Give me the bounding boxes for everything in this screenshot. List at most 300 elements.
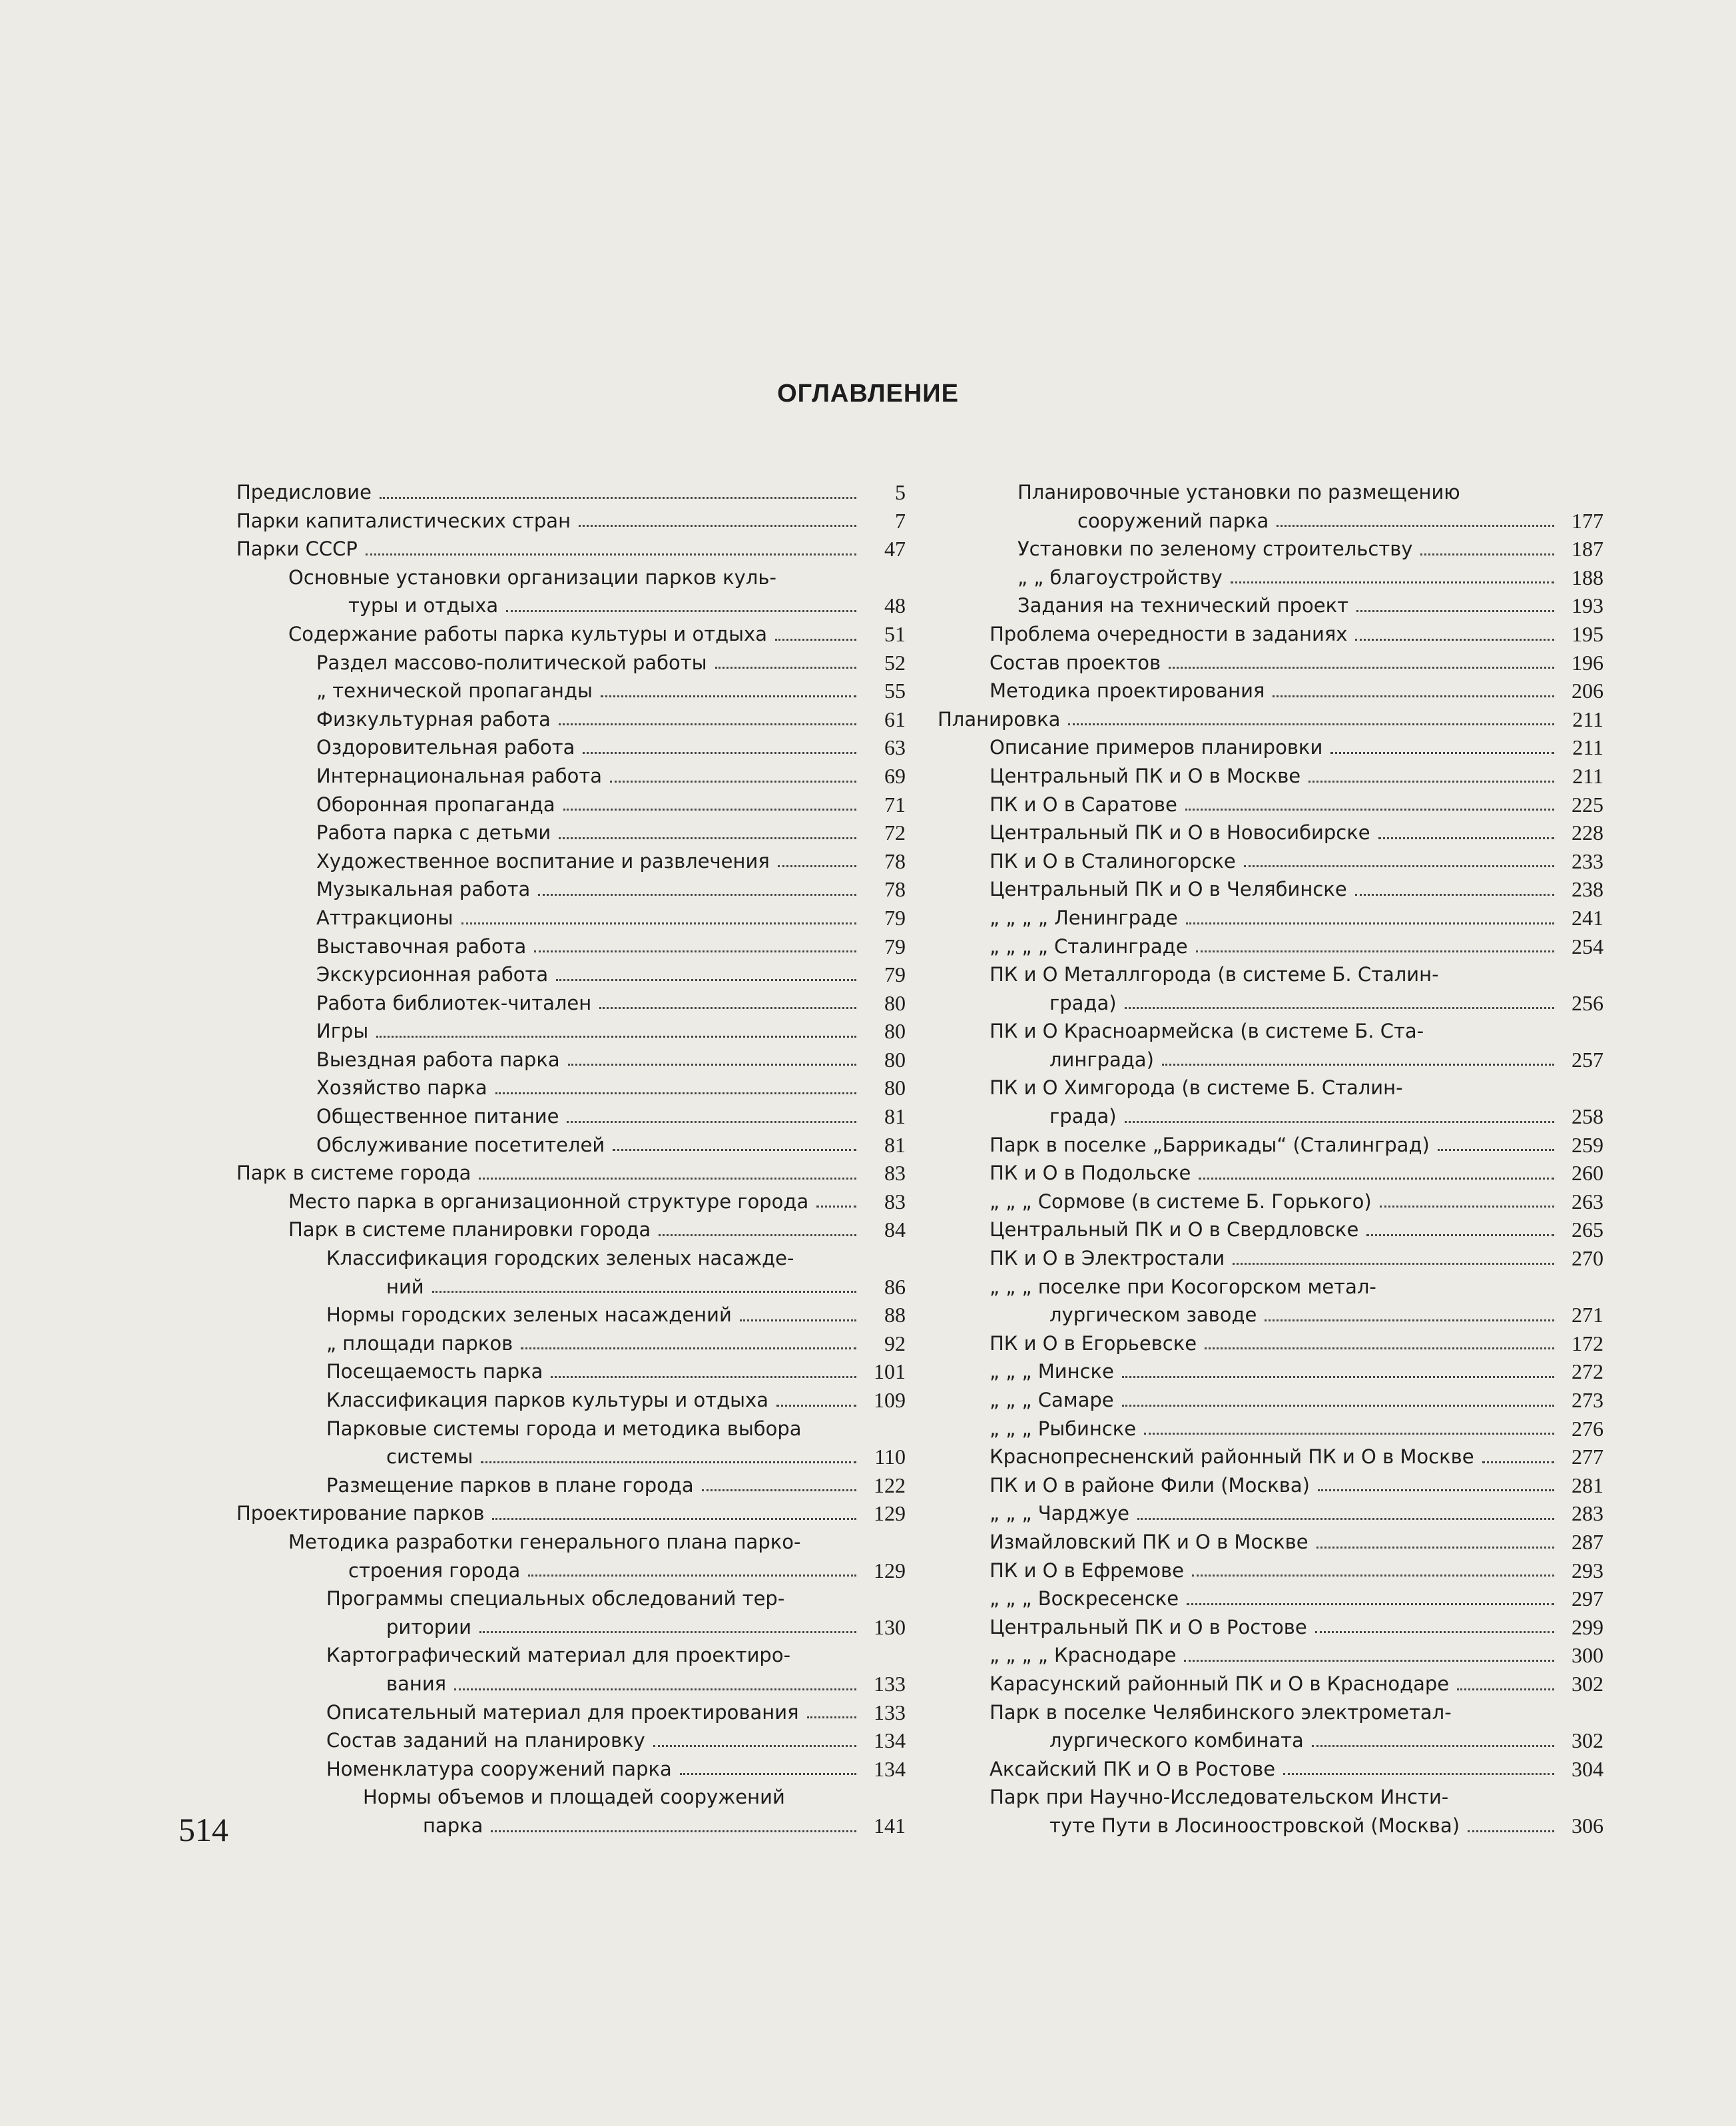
toc-entry[interactable]: [938, 1557, 1603, 1585]
dot-leader: [1169, 667, 1554, 669]
toc-entry-title: Классификация парков культуры и отдыха: [326, 1389, 768, 1411]
toc-entry-title: Карасунский районный ПК и О в Краснодаре: [990, 1672, 1450, 1695]
dot-leader: [1199, 1178, 1554, 1180]
toc-entry-page: 211: [1572, 763, 1603, 788]
dot-leader: [613, 1149, 856, 1151]
toc-entry[interactable]: [938, 1499, 1603, 1528]
dot-leader: [1192, 1575, 1554, 1577]
toc-entry[interactable]: [236, 960, 906, 989]
toc-entry[interactable]: [236, 1471, 906, 1500]
toc-entry[interactable]: [938, 1386, 1603, 1415]
toc-entry[interactable]: [236, 1159, 906, 1188]
dot-leader: [610, 781, 856, 783]
toc-entry[interactable]: [938, 1443, 1603, 1471]
toc-entry-page: 134: [874, 1756, 906, 1781]
toc-entry-title: града): [1049, 1105, 1117, 1128]
dot-leader: [1380, 1206, 1554, 1208]
toc-entry[interactable]: [236, 1046, 906, 1074]
toc-entry-page: 281: [1572, 1473, 1603, 1497]
toc-entry-title: Проблема очередности в заданиях: [990, 622, 1348, 645]
toc-entry[interactable]: [938, 1357, 1603, 1386]
toc-entry[interactable]: [938, 1698, 1603, 1755]
toc-entry-page: 272: [1572, 1359, 1603, 1384]
toc-entry-page: 80: [884, 1047, 906, 1072]
toc-entry-page: 84: [884, 1218, 906, 1242]
toc-entry-page: 81: [884, 1104, 906, 1129]
toc-entry-page: 196: [1572, 650, 1603, 675]
dot-leader: [1315, 1631, 1554, 1633]
toc-entry-page: 101: [874, 1359, 906, 1384]
toc-entry-page: 188: [1572, 565, 1603, 589]
dot-leader: [1162, 1064, 1554, 1066]
toc-entry[interactable]: [938, 791, 1603, 819]
toc-entry-title: Оборонная пропаганда: [316, 793, 555, 816]
toc-entry[interactable]: [236, 904, 906, 932]
toc-entry-title: Описание примеров планировки: [990, 736, 1323, 759]
toc-entry-page: 187: [1572, 537, 1603, 561]
toc-entry-title: лургического комбината: [1049, 1729, 1304, 1752]
toc-entry-lead: Картографический материал для проектиро-: [326, 1644, 791, 1667]
toc-entry-page: 110: [874, 1445, 906, 1469]
dot-leader: [1233, 1263, 1554, 1265]
toc-entry[interactable]: [236, 847, 906, 876]
dot-leader: [1366, 1234, 1554, 1236]
toc-entry-page: 276: [1572, 1416, 1603, 1441]
dot-leader: [563, 809, 856, 811]
toc-entry-page: 79: [884, 905, 906, 930]
toc-entry-title: Музыкальная работа: [316, 878, 531, 901]
dot-leader: [740, 1319, 856, 1321]
toc-entry[interactable]: [236, 875, 906, 904]
toc-entry-title: Общественное питание: [316, 1105, 559, 1128]
toc-entry-title: Измайловский ПК и О в Москве: [990, 1530, 1308, 1553]
dot-leader: [1378, 837, 1554, 839]
toc-entry[interactable]: [236, 705, 906, 734]
toc-entry-page: 129: [874, 1558, 906, 1583]
toc-entry-page: 273: [1572, 1388, 1603, 1412]
toc-entry[interactable]: [938, 1216, 1603, 1244]
toc-entry-page: 241: [1572, 905, 1603, 930]
toc-entry[interactable]: [236, 1329, 906, 1358]
dot-leader: [583, 752, 856, 754]
toc-entry-title: ПК и О в Электростали: [990, 1247, 1225, 1270]
dot-leader: [776, 1405, 856, 1407]
toc-entry-title: Краснопресненский районный ПК и О в Москве: [990, 1445, 1474, 1469]
toc-entry-page: 79: [884, 962, 906, 987]
toc-entry[interactable]: [938, 1783, 1603, 1840]
toc-entry-page: 80: [884, 990, 906, 1015]
dot-leader: [559, 837, 856, 839]
toc-entry[interactable]: [938, 1159, 1603, 1188]
toc-entry-page: 206: [1572, 679, 1603, 703]
toc-entry[interactable]: [938, 1585, 1603, 1613]
toc-entry-title: Нормы городских зеленых насаждений: [326, 1303, 732, 1327]
dot-leader: [1187, 1603, 1554, 1605]
dot-leader: [1312, 1745, 1554, 1747]
toc-entry-title: Парк в поселке „Баррикады“ (Сталинград): [990, 1133, 1430, 1156]
toc-entry[interactable]: [236, 1415, 906, 1471]
toc-entry[interactable]: [938, 875, 1603, 904]
dot-leader: [1273, 695, 1554, 697]
toc-entry-page: 211: [1572, 735, 1603, 760]
toc-entry[interactable]: [236, 989, 906, 1018]
dot-leader: [1468, 1830, 1554, 1832]
toc-entry[interactable]: [938, 1074, 1603, 1130]
toc-entry-title: Состав заданий на планировку: [326, 1729, 645, 1752]
toc-entry-title: града): [1049, 991, 1117, 1014]
dot-leader: [579, 525, 856, 527]
toc-entry-page: 83: [884, 1189, 906, 1214]
toc-entry[interactable]: [938, 478, 1603, 535]
toc-entry[interactable]: [938, 1329, 1603, 1358]
toc-entry[interactable]: [938, 1244, 1603, 1273]
toc-entry[interactable]: [236, 1102, 906, 1131]
toc-entry-title: системы: [386, 1445, 473, 1469]
dot-leader: [479, 1178, 856, 1180]
toc-entry-title: Размещение парков в плане города: [326, 1473, 694, 1497]
toc-entry-lead: ПК и О Красноармейска (в системе Б. Ста-: [990, 1020, 1424, 1043]
toc-entry-page: 78: [884, 877, 906, 902]
toc-entry-title: Центральный ПК и О в Ростове: [990, 1615, 1307, 1638]
toc-entry[interactable]: [938, 960, 1603, 1017]
toc-entry-page: 47: [884, 537, 906, 561]
toc-entry[interactable]: [236, 1357, 906, 1386]
toc-entry-page: 306: [1572, 1813, 1603, 1838]
toc-entry-title: Посещаемость парка: [326, 1360, 543, 1383]
toc-entry-page: 283: [1572, 1501, 1603, 1526]
toc-entry-page: 80: [884, 1019, 906, 1044]
toc-entry-title: ПК и О в Егорьевске: [990, 1331, 1197, 1355]
dot-leader: [1277, 525, 1554, 527]
toc-entry-page: 260: [1572, 1161, 1603, 1186]
toc-entry[interactable]: [236, 1698, 906, 1727]
toc-entry-page: 79: [884, 934, 906, 958]
toc-entry-title: Установки по зеленому строительству: [1017, 537, 1413, 561]
toc-entry-title: ПК и О в Саратове: [990, 793, 1177, 816]
dot-leader: [506, 610, 856, 612]
toc-entry-title: „ „ „ „ Ленинграде: [990, 906, 1178, 929]
toc-entry-page: 130: [874, 1614, 906, 1639]
toc-entry[interactable]: [236, 507, 906, 535]
toc-entry-page: 55: [884, 679, 906, 703]
toc-entry-page: 193: [1572, 593, 1603, 618]
toc-entry-lead: Парковые системы города и методика выбора: [326, 1417, 802, 1440]
dot-leader: [1231, 581, 1554, 583]
toc-entry[interactable]: [236, 649, 906, 677]
toc-entry-page: 293: [1572, 1558, 1603, 1583]
toc-entry-page: 83: [884, 1161, 906, 1186]
toc-entry[interactable]: [938, 1017, 1603, 1074]
dot-leader: [1122, 1376, 1554, 1378]
toc-entry-title: парка: [423, 1814, 483, 1837]
dot-leader: [1125, 1121, 1554, 1123]
dot-leader: [538, 894, 856, 896]
dot-leader: [778, 865, 856, 867]
toc-entry-title: ПК и О в Ефремове: [990, 1559, 1184, 1582]
toc-entry[interactable]: [236, 620, 906, 649]
toc-entry-page: 263: [1572, 1189, 1603, 1214]
toc-entry-title: Работа библиотек-читален: [316, 991, 592, 1014]
toc-entry[interactable]: [938, 1613, 1603, 1642]
dot-leader: [1420, 553, 1554, 555]
toc-entry[interactable]: [938, 649, 1603, 677]
toc-entry[interactable]: [938, 1471, 1603, 1500]
toc-entry-page: 228: [1572, 821, 1603, 845]
toc-entry[interactable]: [938, 762, 1603, 791]
toc-entry-title: сооружений парка: [1077, 509, 1269, 532]
toc-entry-page: 302: [1572, 1728, 1603, 1753]
dot-leader: [1125, 1007, 1554, 1009]
toc-entry-page: 86: [884, 1274, 906, 1299]
toc-entry[interactable]: [938, 620, 1603, 649]
toc-entry-page: 271: [1572, 1303, 1603, 1327]
toc-entry-title: Парк в системе города: [236, 1162, 471, 1185]
toc-entry[interactable]: [236, 1641, 906, 1698]
dot-leader: [816, 1206, 856, 1208]
toc-entry-page: 297: [1572, 1587, 1603, 1611]
toc-entry-lead: Классификация городских зеленых насажде-: [326, 1247, 794, 1270]
toc-entry[interactable]: [938, 847, 1603, 876]
toc-entry-title: Аттракционы: [316, 906, 453, 929]
toc-entry[interactable]: [938, 677, 1603, 705]
toc-entry-title: Экскурсионная работа: [316, 963, 549, 986]
toc-entry-lead: Нормы объемов и площадей сооружений: [363, 1786, 785, 1809]
toc-entry-page: 211: [1572, 707, 1603, 731]
toc-entry-title: Содержание работы парка культуры и отдыха: [288, 622, 767, 645]
toc-entry[interactable]: [938, 1641, 1603, 1670]
toc-entry[interactable]: [236, 1783, 906, 1840]
toc-entry-page: 92: [884, 1331, 906, 1355]
dot-leader: [432, 1291, 856, 1293]
toc-entry-title: Проектирование парков: [236, 1502, 485, 1525]
toc-entry[interactable]: [236, 1301, 906, 1329]
toc-entry-page: 78: [884, 849, 906, 873]
dot-leader: [653, 1745, 856, 1747]
toc-entry[interactable]: [938, 819, 1603, 847]
toc-entry[interactable]: [236, 1017, 906, 1046]
dot-leader: [680, 1773, 856, 1775]
toc-entry[interactable]: [938, 932, 1603, 961]
dot-leader: [1318, 1489, 1554, 1491]
dot-leader: [454, 1688, 856, 1690]
toc-entry[interactable]: [236, 733, 906, 762]
toc-entry[interactable]: [236, 1499, 906, 1528]
toc-entry-title: „ „ „ Воскресенске: [990, 1587, 1179, 1610]
toc-entry[interactable]: [236, 478, 906, 507]
toc-entry-title: строения города: [348, 1559, 521, 1582]
dot-leader: [495, 1092, 856, 1094]
dot-leader: [659, 1234, 856, 1236]
toc-entry-page: 61: [884, 707, 906, 731]
toc-entry-page: 133: [874, 1671, 906, 1696]
toc-entry-title: Интернациональная работа: [316, 764, 603, 787]
dot-leader: [599, 1007, 856, 1009]
toc-entry[interactable]: [236, 1131, 906, 1160]
toc-entry-title: „ „ „ Минске: [990, 1360, 1114, 1383]
toc-entry-lead: Парк при Научно-Исследовательском Инсти-: [990, 1786, 1449, 1809]
toc-entry[interactable]: [236, 677, 906, 705]
toc-entry[interactable]: [236, 563, 906, 620]
toc-entry-page: 299: [1572, 1614, 1603, 1639]
dot-leader: [1308, 781, 1554, 783]
toc-entry-page: 109: [874, 1388, 906, 1412]
toc-entry-lead: Парк в поселке Челябинского электрометал-: [990, 1700, 1452, 1724]
toc-entry-title: Центральный ПК и О в Свердловске: [990, 1218, 1359, 1241]
dot-leader: [461, 922, 856, 924]
toc-entry-title: Состав проектов: [990, 651, 1161, 674]
toc-entry[interactable]: [236, 762, 906, 791]
dot-leader: [775, 639, 856, 641]
toc-entry[interactable]: [236, 819, 906, 847]
dot-leader: [1185, 809, 1554, 811]
dot-leader: [1330, 752, 1554, 754]
dot-leader: [1205, 1347, 1554, 1349]
toc-entry-lead: ПК и О Химгорода (в системе Б. Сталин-: [990, 1076, 1403, 1100]
toc-entry-page: 133: [874, 1700, 906, 1724]
toc-entry-title: Выездная работа парка: [316, 1048, 560, 1071]
toc-entry-page: 233: [1572, 849, 1603, 873]
toc-entry-title: ПК и О в Сталиногорске: [990, 849, 1236, 873]
toc-entry-title: Парки СССР: [236, 537, 358, 561]
dot-leader: [1122, 1405, 1554, 1407]
toc-entry-title: Парки капиталистических стран: [236, 509, 571, 532]
toc-entry-page: 48: [884, 593, 906, 618]
toc-entry[interactable]: [236, 535, 906, 563]
page-title: ОГЛАВЛЕНИЕ: [777, 380, 959, 408]
toc-entry-lead: ПК и О Металлгорода (в системе Б. Сталин-: [990, 963, 1439, 986]
toc-entry-page: 122: [874, 1473, 906, 1497]
toc-entry-title: ритории: [386, 1615, 471, 1638]
toc-entry-title: „ технической пропаганды: [316, 679, 593, 703]
toc-entry-title: Описательный материал для проектирования: [326, 1700, 799, 1724]
toc-entry-lead: „ „ „ поселке при Косогорском метал-: [990, 1275, 1376, 1298]
dot-leader: [481, 1461, 856, 1463]
page-number: 514: [178, 1811, 228, 1848]
toc-entry-page: 225: [1572, 792, 1603, 817]
toc-entry-title: ПК и О в Подольске: [990, 1162, 1191, 1185]
toc-entry-title: Планировка: [938, 707, 1061, 731]
toc-entry-lead: Программы специальных обследований тер-: [326, 1587, 785, 1610]
dot-leader: [1356, 610, 1554, 612]
toc-entry-title: „ „ „ „ Сталинграде: [990, 934, 1188, 958]
toc-entry[interactable]: [236, 1755, 906, 1784]
toc-entry[interactable]: [236, 1585, 906, 1641]
dot-leader: [601, 695, 856, 697]
toc-entry-title: лургическом заводе: [1049, 1303, 1257, 1327]
dot-leader: [492, 1518, 856, 1520]
toc-entry-title: ний: [386, 1275, 424, 1298]
dot-leader: [491, 1830, 856, 1832]
toc-entry-title: Методика проектирования: [990, 679, 1265, 703]
toc-entry-title: вания: [386, 1672, 447, 1695]
toc-entry[interactable]: [938, 1131, 1603, 1160]
toc-entry-page: 51: [884, 621, 906, 646]
toc-entry[interactable]: [938, 1415, 1603, 1443]
toc-entry[interactable]: [938, 1670, 1603, 1698]
dot-leader: [1068, 723, 1554, 725]
toc-entry-title: „ „ „ Сормове (в системе Б. Горького): [990, 1190, 1372, 1213]
toc-entry[interactable]: [938, 733, 1603, 762]
toc-entry-title: Обслуживание посетителей: [316, 1133, 605, 1156]
toc-entry-lead: Основные установки организации парков куль-: [288, 565, 776, 589]
toc-entry-title: Центральный ПК и О в Москве: [990, 764, 1301, 787]
toc-entry-page: 300: [1572, 1643, 1603, 1668]
dot-leader: [556, 979, 856, 981]
toc-entry-page: 7: [895, 508, 906, 533]
dot-leader: [1438, 1149, 1554, 1151]
toc-entry[interactable]: [236, 932, 906, 961]
dot-leader: [568, 1064, 856, 1066]
toc-entry[interactable]: [236, 1726, 906, 1755]
toc-entry-title: „ „ „ „ Краснодаре: [990, 1644, 1177, 1667]
dot-leader: [1457, 1688, 1554, 1690]
toc-entry[interactable]: [938, 904, 1603, 932]
toc-entry-page: 88: [884, 1303, 906, 1327]
dot-leader: [366, 553, 856, 555]
toc-entry-title: Физкультурная работа: [316, 707, 551, 731]
toc-entry-title: Хозяйство парка: [316, 1076, 487, 1100]
dot-leader: [380, 497, 856, 499]
toc-entry-page: 302: [1572, 1671, 1603, 1696]
toc-entry-title: Центральный ПК и О в Новосибирске: [990, 821, 1370, 845]
dot-leader: [559, 723, 856, 725]
toc-entry-page: 256: [1572, 990, 1603, 1015]
toc-entry[interactable]: [236, 1074, 906, 1102]
toc-entry[interactable]: [938, 1755, 1603, 1784]
toc-entry-title: „ площади парков: [326, 1331, 513, 1355]
toc-entry[interactable]: [938, 591, 1603, 620]
dot-leader: [1265, 1319, 1554, 1321]
toc-entry-page: 134: [874, 1728, 906, 1753]
dot-leader: [1482, 1461, 1554, 1463]
toc-entry-page: 287: [1572, 1529, 1603, 1554]
dot-leader: [1355, 639, 1554, 641]
toc-entry[interactable]: [938, 705, 1603, 734]
toc-entry-page: 80: [884, 1076, 906, 1100]
toc-entry-page: 5: [895, 480, 906, 504]
toc-entry-title: Игры: [316, 1020, 369, 1043]
toc-entry-title: Задания на технический проект: [1017, 594, 1349, 617]
dot-leader: [1196, 950, 1554, 952]
toc-entry-page: 72: [884, 821, 906, 845]
dot-leader: [528, 1575, 856, 1577]
toc-entry[interactable]: [236, 1216, 906, 1244]
toc-entry-page: 195: [1572, 621, 1603, 646]
toc-entry-title: Раздел массово-политической работы: [316, 651, 707, 674]
toc-entry[interactable]: [236, 1244, 906, 1301]
toc-entry[interactable]: [938, 1188, 1603, 1216]
toc-entry-page: 71: [884, 792, 906, 817]
toc-entry-page: 52: [884, 650, 906, 675]
toc-entry[interactable]: [938, 563, 1603, 592]
dot-leader: [1244, 865, 1554, 867]
toc-entry[interactable]: [236, 1528, 906, 1585]
toc-entry-page: 63: [884, 735, 906, 760]
dot-leader: [715, 667, 856, 669]
toc-entry[interactable]: [236, 791, 906, 819]
toc-entry-title: Работа парка с детьми: [316, 821, 551, 845]
toc-entry-title: линграда): [1049, 1048, 1154, 1071]
dot-leader: [1184, 1660, 1554, 1662]
toc-entry[interactable]: [236, 1188, 906, 1216]
toc-entry-page: 238: [1572, 877, 1603, 902]
toc-entry[interactable]: [236, 1386, 906, 1415]
dot-leader: [1316, 1547, 1554, 1549]
toc-entry[interactable]: [938, 1528, 1603, 1557]
toc-entry[interactable]: [938, 1273, 1603, 1329]
toc-entry[interactable]: [938, 535, 1603, 563]
dot-leader: [534, 950, 856, 952]
